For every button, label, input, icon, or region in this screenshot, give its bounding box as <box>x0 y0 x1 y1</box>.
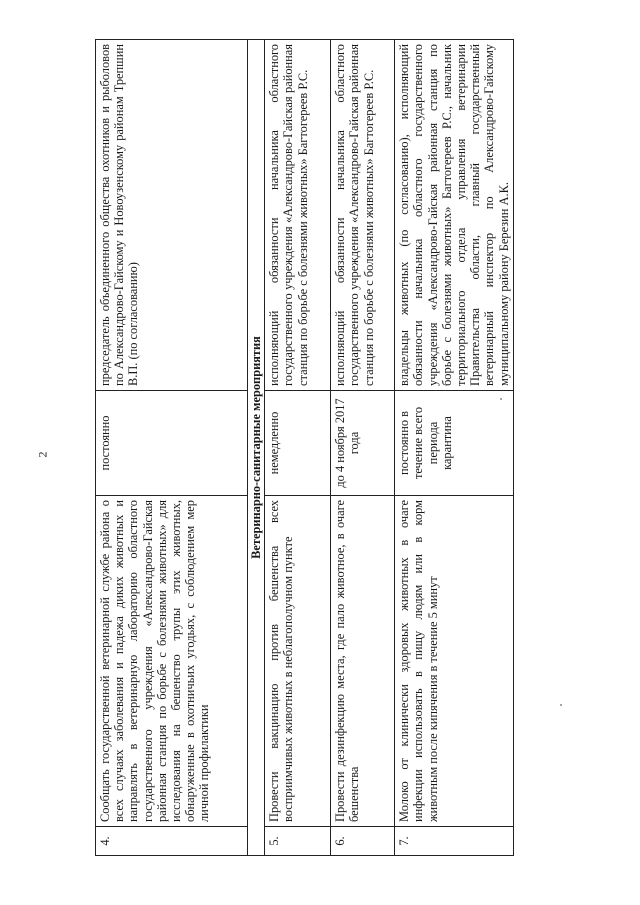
measures-table <box>95 39 514 856</box>
row-number: 4. <box>96 827 248 856</box>
measure-text: Провести вакцинацию против бешенства всех восприимчивых животных в неблагополучном пункте <box>265 496 331 827</box>
scan-speck <box>560 704 562 706</box>
responsible-text: исполняющий обязанности начальника областного государственного учреждения «Александрово-Гайская районная станция по борьбе с болезнями животных» Багтогереев Р.С. <box>265 40 331 391</box>
table-row <box>331 40 395 856</box>
table-row <box>96 40 248 856</box>
responsible-text: председатель объединенного общества охотников и рыболовов по Александрово-Гайскому и Новоузенскому районам Трепшин В.П. (по согласованию) <box>96 40 248 391</box>
table-row <box>395 40 514 856</box>
measure-text: Сообщать государственной ветеринарной службе района о всех случаях заболевания и падежа диких животных и направлять в ветеринарную лабораторию областного государственного учреждения «Александрово-Гайская районная станция по борьбе с болезнями животных» для исследования на бешенство трупы этих животных, обнаруженные в охотничьих угодьях, с соблюдением мер личной профилактики <box>96 496 248 827</box>
deadline-text: немедленно <box>265 391 331 496</box>
measure-text: Провести дезинфекцию места, где пало животное, в очаге бешенства <box>331 496 395 827</box>
row-number: 7. <box>395 827 514 856</box>
table-row <box>265 40 331 856</box>
deadline-text: до 4 ноября 2017 года <box>331 391 395 496</box>
scan-speck <box>500 398 502 400</box>
row-number: 5. <box>265 827 331 856</box>
responsible-text: владельцы животных (по согласованию), исполняющий обязанности начальника областного государственного учреждения «Александрово-Гайская районная станция по борьбе с болезнями животных» Багтогереев Р.С., начальник территориального отдела управления ветеринарии Правительства области, главный государственный ветеринарный инспектор по Александрово-Гайскому муниципальному району Березин А.К. <box>395 40 514 391</box>
row-number: 6. <box>331 827 395 856</box>
measure-text: Молоко от клинически здоровых животных в очаге инфекции использовать в пищу людям или в корм животным после кипячения в течение 5 минут <box>395 496 514 827</box>
section-title: Ветеринарно-санитарные мероприятия <box>248 40 265 856</box>
deadline-text: постоянно в течение всего периода карантина <box>395 391 514 496</box>
responsible-text: исполняющий обязанности начальника областного государственного учреждения «Александрово-Гайская районная станция по борьбе с болезнями животных» Багтогереев Р.С. <box>331 40 395 391</box>
section-header-row <box>248 40 265 856</box>
document-sheet <box>95 40 511 856</box>
page-number: 2 <box>35 451 50 458</box>
deadline-text: постоянно <box>96 391 248 496</box>
